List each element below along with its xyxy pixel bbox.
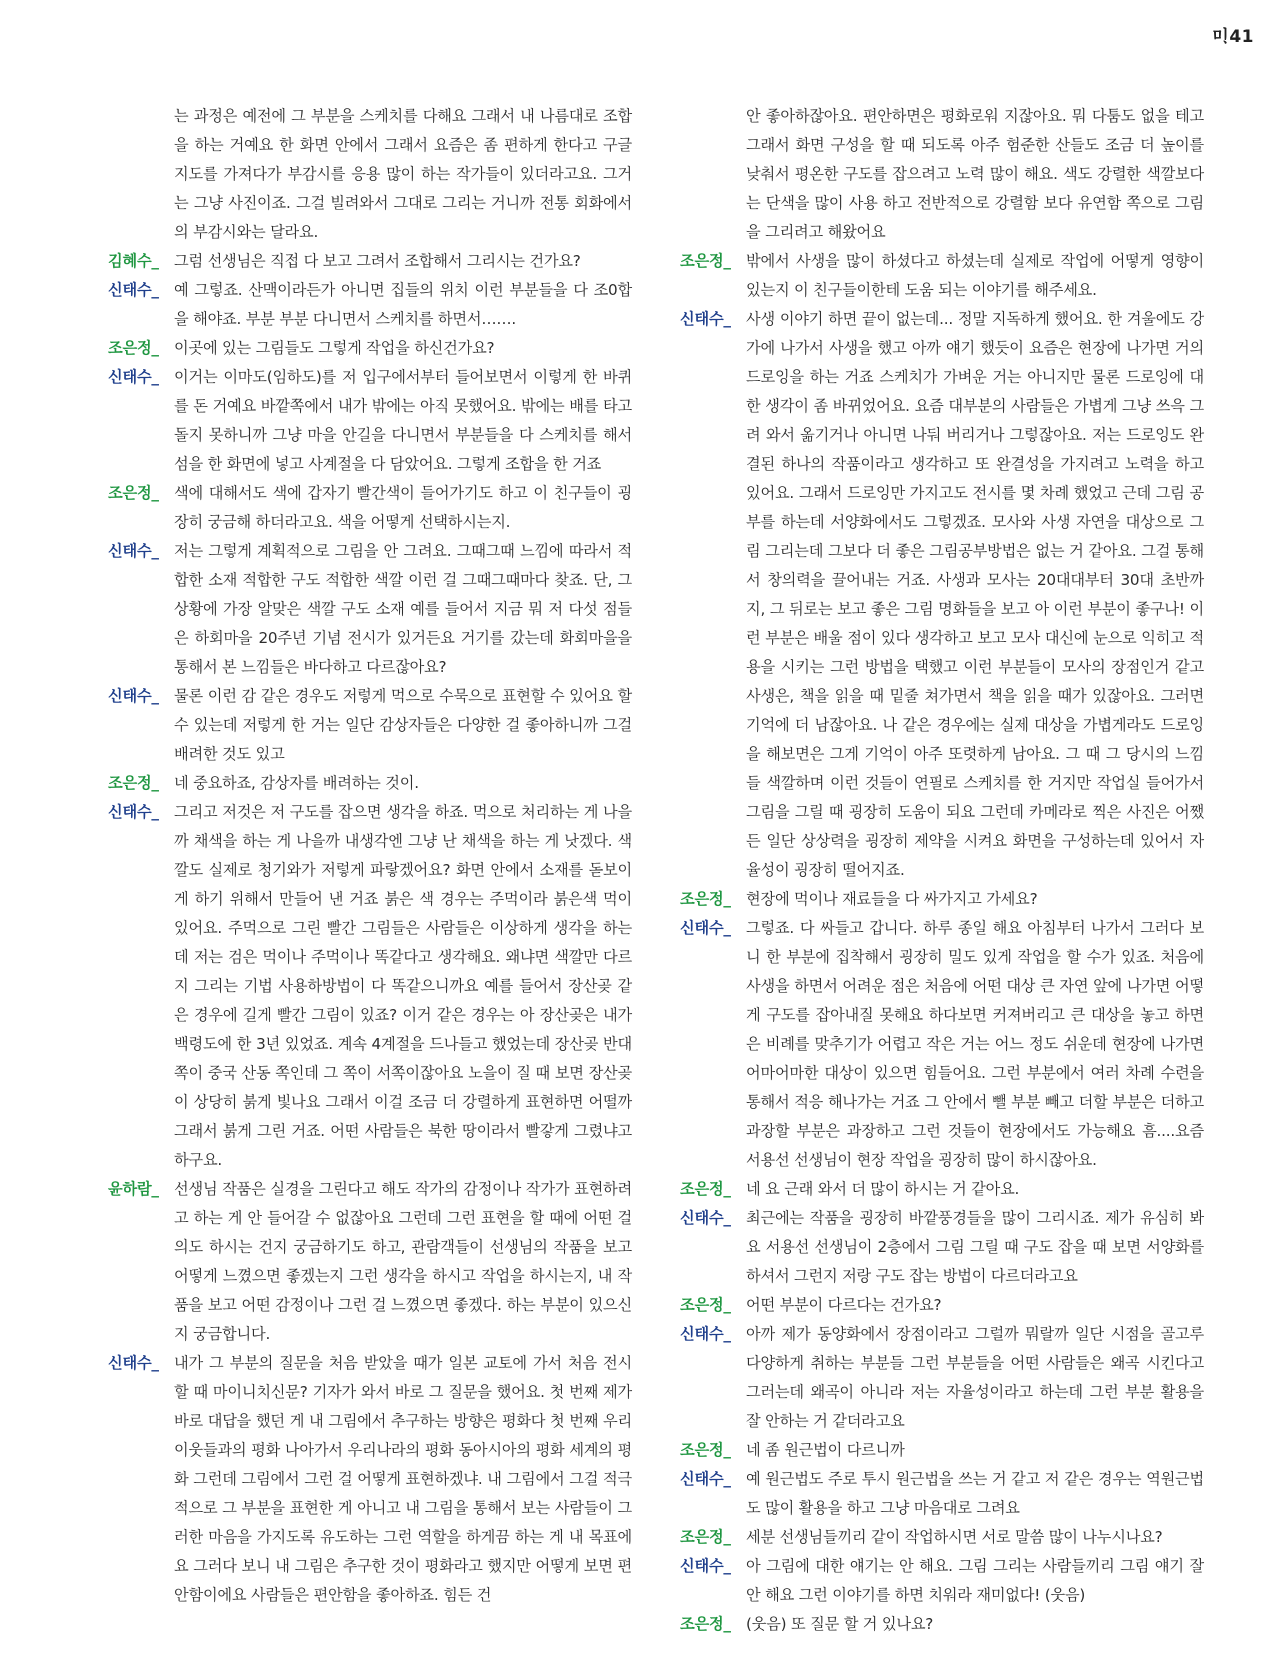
speaker-name: 신태수_ bbox=[108, 281, 159, 299]
speech-text: 네 중요하죠, 감상자를 배려하는 것이. bbox=[174, 774, 419, 792]
speech-text: 이거는 이마도(임하도)를 저 입구에서부터 들어보면서 이렇게 한 바퀴를 돈 거예요 바깥쪽에서 내가 밖에는 아직 못했어요. 밖에는 배를 타고 돌지 못하니까 그냥 마을 안길을 다니면서 부분들을 다 스케치를 해서 섬을 한 화면에 넣고 사계절을 다 담았어요. 그렇게 조합을 한 거죠 bbox=[174, 368, 632, 473]
speaker-name: 신태수_ bbox=[680, 1209, 731, 1227]
speech-text: 어떤 부분이 다르다는 건가요? bbox=[746, 1296, 942, 1314]
interview-segment bbox=[680, 1291, 1204, 1320]
speaker-name: 조은정_ bbox=[680, 1296, 731, 1314]
interview-segment bbox=[108, 334, 632, 363]
speaker-name: 신태수_ bbox=[680, 1470, 731, 1488]
speaker-name: 신태수_ bbox=[680, 1325, 731, 1343]
speaker-name: 신태수_ bbox=[108, 687, 159, 705]
speech-text: 그리고 저것은 저 구도를 잡으면 생각을 하죠. 먹으로 처리하는 게 나을까 채색을 하는 게 나을까 내생각엔 그냥 난 채색을 하는 게 낫겠다. 색깔도 실제로 청기와가 저렇게 파랗겠어요? 화면 안에서 소재를 돋보이게 하기 위해서 만들어 낸 거죠 붉은 색 경우는 주먹이라 붉은색 먹이 있어요. 주먹으로 그린 빨간 그림들은 사람들은 이상하게 생각을 하는데 저는 검은 먹이나 주먹이나 똑같다고 생각해요. 왜냐면 색깔만 다르지 그리는 기법 사용하방법이 다 똑같으니까요 예를 들어서 장산곶 같은 경우에 길게 빨간 그림이 있죠? 이거 같은 경우는 아 장산곶은 내가 백령도에 한 3년 있었죠. 계속 4계절을 드나들고 했었는데 장산곶 반대쪽이 중국 산동 쪽인데 그 쪽이 서쪽이잖아요 노을이 질 때 보면 장산곶이 상당히 붉게 빛나요 그래서 이걸 조금 더 강렬하게 표현하면 어떨까 그래서 붉게 그린 거죠. 어떤 사람들은 북한 땅이라서 빨갛게 그렸냐고 하구요. bbox=[174, 803, 632, 1169]
left-column bbox=[108, 102, 632, 1610]
speech-text: 물론 이런 감 같은 경우도 저렇게 먹으로 수묵으로 표현할 수 있어요 할 수 있는데 저렇게 한 거는 일단 감상자들은 다양한 걸 좋아하니까 그걸 배려한 것도 있고 bbox=[174, 687, 632, 763]
speech-text: 내가 그 부분의 질문을 처음 받았을 때가 일본 교토에 가서 처음 전시 할 때 마이니치신문? 기자가 와서 바로 그 질문을 했어요. 첫 번째 제가 바로 대답을 했던 게 내 그림에서 추구하는 방향은 평화다 첫 번째 우리 이웃들과의 평화 나아가서 우리나라의 평화 동아시아의 평화 세계의 평화 그런데 그림에서 그런 걸 어떻게 표현하겠냐. 내 그림에서 그걸 적극적으로 그 부분을 표현한 게 아니고 내 그림을 통해서 보는 사람들이 그러한 마음을 가지도록 유도하는 그런 역할을 하게끔 하는 게 내 목표에요 그러다 보니 내 그림은 추구한 것이 평화라고 했지만 어떻게 보면 편안함이에요 사람들은 편안함을 좋아하죠. 힘든 건 bbox=[174, 1354, 632, 1604]
speech-text: 아까 제가 동양화에서 장점이라고 그럴까 뭐랄까 일단 시점을 골고루 다양하게 취하는 부분들 그런 부분들을 어떤 사람들은 왜곡 시킨다고 그러는데 왜곡이 아니라 저는 자율성이라고 하는데 그런 부분 활용을 잘 안하는 거 같더라고요 bbox=[746, 1325, 1204, 1430]
interview-segment bbox=[680, 1175, 1204, 1204]
speaker-name: 조은정_ bbox=[680, 1615, 731, 1633]
interview-segment bbox=[108, 1349, 632, 1610]
speech-text: 선생님 작품은 실경을 그린다고 해도 작가의 감정이나 작가가 표현하려고 하는 게 안 들어갈 수 없잖아요 그런데 그런 표현을 할 때에 어떤 걸 의도 하시는 건지 궁금하기도 하고, 관람객들이 선생님의 작품을 보고 어떻게 느꼈으면 좋겠는지 그런 생각을 하시고 작업을 하시는지, 내 작품을 보고 어떤 감정이나 그런 걸 느꼈으면 좋겠다. 하는 부분이 있으신지 궁금합니다. bbox=[174, 1180, 632, 1343]
interview-segment bbox=[680, 1436, 1204, 1465]
speaker-name: 김혜수_ bbox=[108, 252, 159, 270]
interview-segment bbox=[680, 885, 1204, 914]
interview-segment bbox=[108, 276, 632, 334]
interview-segment bbox=[680, 247, 1204, 305]
speaker-name: 조은정_ bbox=[108, 339, 159, 357]
interview-segment bbox=[680, 1204, 1204, 1291]
speech-text: 사생 이야기 하면 끝이 없는데... 정말 지독하게 했어요. 한 겨울에도 강가에 나가서 사생을 했고 아까 얘기 했듯이 요즘은 현장에 나가면 거의 드로잉을 하는 거죠 스케치가 가벼운 거는 아니지만 물론 드로잉에 대한 생각이 좀 바뀌었어요. 요즘 대부분의 사람들은 가볍게 그냥 쓰윽 그려 와서 옮기거나 아니면 나둬 버리거나 그렇잖아요. 저는 드로잉도 완결된 하나의 작품이라고 생각하고 또 완결성을 가지려고 노력을 하고 있어요. 그래서 드로잉만 가지고도 전시를 몇 차례 했었고 근데 그림 공부를 하는데 서양화에서도 그렇겠죠. 모사와 사생 자연을 대상으로 그림 그리는데 그보다 더 좋은 그림공부방법은 없는 거 같아요. 그걸 통해서 창의력을 끌어내는 거죠. 사생과 모사는 20대대부터 30대 초반까지, 그 뒤로는 보고 좋은 그림 명화들을 보고 아 이런 부분이 좋구나! 이런 부분은 배울 점이 있다 생각하고 보고 모사 대신에 눈으로 익히고 적용을 시키는 그런 방법을 택했고 이런 부분들이 모사의 장점인거 같고 사생은, 책을 읽을 때 밑줄 쳐가면서 책을 읽을 때가 있잖아요. 그러면 기억에 더 남잖아요. 나 같은 경우에는 실제 대상을 가볍게라도 드로잉을 해보면은 그게 기억이 아주 또렷하게 남아요. 그 때 그 당시의 느낌들 색깔하며 이런 것들이 연필로 스케치를 한 거지만 작업실 들어가서 그림을 그릴 때 굉장히 도움이 되요 그런데 카메라로 찍은 사진은 어쨌든 일단 상상력을 굉장히 제약을 시켜요 화면을 구성하는데 있어서 자율성이 굉장히 떨어지죠. bbox=[746, 310, 1204, 879]
interview-segment bbox=[108, 798, 632, 1175]
speech-text: 예 원근법도 주로 투시 원근법을 쓰는 거 같고 저 같은 경우는 역원근법도 많이 활용을 하고 그냥 마음대로 그려요 bbox=[746, 1470, 1204, 1517]
speaker-name: 신태수_ bbox=[680, 310, 731, 328]
speaker-name: 신태수_ bbox=[108, 542, 159, 560]
interview-segment bbox=[108, 769, 632, 798]
interview-segment bbox=[108, 479, 632, 537]
speaker-name: 조은정_ bbox=[680, 252, 731, 270]
speech-text: 저는 그렇게 계획적으로 그림을 안 그려요. 그때그때 느낌에 따라서 적합한 소재 적합한 구도 적합한 색깔 이런 걸 그때그때마다 찾죠. 단, 그 상황에 가장 알맞은 색깔 구도 소재 예를 들어서 지금 뭐 저 다섯 점들은 하회마을 20주년 기념 전시가 있거든요 거기를 갔는데 화회마을을 통해서 본 느낌들은 바다하고 다르잖아요? bbox=[174, 542, 632, 676]
page-number: ᄆᆝ41 bbox=[1212, 27, 1254, 47]
interview-segment bbox=[108, 1175, 632, 1349]
speech-text: 최근에는 작품을 굉장히 바깥풍경들을 많이 그리시죠. 제가 유심히 봐요 서용선 선생님이 2층에서 그림 그릴 때 구도 잡을 때 보면 서양화를 하셔서 그런지 저랑 구도 잡는 방법이 다르더라고요 bbox=[746, 1209, 1204, 1285]
speech-text: 세분 선생님들끼리 같이 작업하시면 서로 말씀 많이 나누시나요? bbox=[746, 1528, 1163, 1546]
speech-text: 그럼 선생님은 직접 다 보고 그려서 조합해서 그리시는 건가요? bbox=[174, 252, 581, 270]
interview-segment bbox=[108, 363, 632, 479]
speaker-name: 조은정_ bbox=[680, 1180, 731, 1198]
speech-text: 는 과정은 예전에 그 부분을 스케치를 다해요 그래서 내 나름대로 조합을 하는 거예요 한 화면 안에서 그래서 요즘은 좀 편하게 한다고 구글 지도를 가져다가 부감시를 응용 많이 하는 작가들이 있더라고요. 그거는 그냥 사진이죠. 그걸 빌려와서 그대로 그리는 거니까 전통 회화에서의 부감시와는 달라요. bbox=[174, 107, 632, 241]
interview-segment bbox=[680, 1465, 1204, 1523]
speech-text: 밖에서 사생을 많이 하셨다고 하셨는데 실제로 작업에 어떻게 영향이 있는지 이 친구들이한테 도움 되는 이야기를 해주세요. bbox=[746, 252, 1204, 299]
speaker-name: 신태수_ bbox=[680, 919, 731, 937]
speech-text: (웃음) 또 질문 할 거 있나요? bbox=[746, 1615, 934, 1633]
speech-text: 이곳에 있는 그림들도 그렇게 작업을 하신건가요? bbox=[174, 339, 495, 357]
speaker-name: 조은정_ bbox=[108, 484, 159, 502]
speaker-name: 조은정_ bbox=[680, 1528, 731, 1546]
speech-text: 네 좀 원근법이 다르니까 bbox=[746, 1441, 905, 1459]
speech-text: 현장에 먹이나 재료들을 다 싸가지고 가세요? bbox=[746, 890, 1038, 908]
interview-segment bbox=[108, 537, 632, 682]
speech-text: 아 그림에 대한 얘기는 안 해요. 그림 그리는 사람들끼리 그림 얘기 잘 안 해요 그런 이야기를 하면 치워라 재미없다! (웃음) bbox=[746, 1557, 1204, 1604]
interview-segment bbox=[680, 1320, 1204, 1436]
speech-text: 색에 대해서도 색에 갑자기 빨간색이 들어가기도 하고 이 친구들이 굉장히 궁금해 하더라고요. 색을 어떻게 선택하시는지. bbox=[174, 484, 632, 531]
speech-text: 네 요 근래 와서 더 많이 하시는 거 같아요. bbox=[746, 1180, 1020, 1198]
interview-segment bbox=[680, 102, 1204, 247]
speech-text: 안 좋아하잖아요. 편안하면은 평화로워 지잖아요. 뭐 다툼도 없을 테고 그래서 화면 구성을 할 때 되도록 아주 험준한 산들도 조금 더 높이를 낮춰서 평온한 구도를 잡으려고 노력 많이 해요. 색도 강렬한 색깔보다는 단색을 많이 사용 하고 전반적으로 강렬함 보다 유연함 쪽으로 그림을 그리려고 해왔어요 bbox=[746, 107, 1204, 241]
speech-text: 그렇죠. 다 싸들고 갑니다. 하루 종일 해요 아침부터 나가서 그러다 보니 한 부분에 집착해서 굉장히 밀도 있게 작업을 할 수가 있죠. 처음에 사생을 하면서 어려운 점은 처음에 어떤 대상 큰 자연 앞에 나가면 어떻게 구도를 잡아내질 못해요 하다보면 커져버리고 큰 대상을 놓고 하면은 비례를 맞추기가 어렵고 작은 거는 어느 정도 쉬운데 현장에 나가면 어마어마한 대상이 있으면 힘들어요. 그런 부분에서 여러 차례 수련을 통해서 적응 해나가는 거죠 그 안에서 뺄 부분 빼고 더할 부분은 더하고 과장할 부분은 과장하고 그런 것들이 현장에서도 가능해요 흠....요즘 서용선 선생님이 현장 작업을 굉장히 많이 하시잖아요. bbox=[746, 919, 1204, 1169]
speaker-name: 신태수_ bbox=[108, 368, 159, 386]
interview-segment bbox=[108, 102, 632, 247]
speaker-name: 조은정_ bbox=[680, 890, 731, 908]
interview-segment bbox=[680, 1552, 1204, 1610]
interview-segment bbox=[680, 914, 1204, 1175]
speaker-name: 조은정_ bbox=[108, 774, 159, 792]
speaker-name: 조은정_ bbox=[680, 1441, 731, 1459]
interview-segment bbox=[108, 682, 632, 769]
interview-segment bbox=[680, 1610, 1204, 1639]
interview-segment bbox=[108, 247, 632, 276]
speech-text: 예 그렇죠. 산맥이라든가 아니면 집들의 위치 이런 부분들을 다 조0합을 해야죠. 부분 부분 다니면서 스케치를 하면서……. bbox=[174, 281, 632, 328]
speaker-name: 신태수_ bbox=[108, 1354, 159, 1372]
speaker-name: 신태수_ bbox=[108, 803, 159, 821]
interview-segment bbox=[680, 1523, 1204, 1552]
interview-segment bbox=[680, 305, 1204, 885]
right-column bbox=[680, 102, 1204, 1639]
speaker-name: 윤하람_ bbox=[108, 1180, 159, 1198]
speaker-name: 신태수_ bbox=[680, 1557, 731, 1575]
